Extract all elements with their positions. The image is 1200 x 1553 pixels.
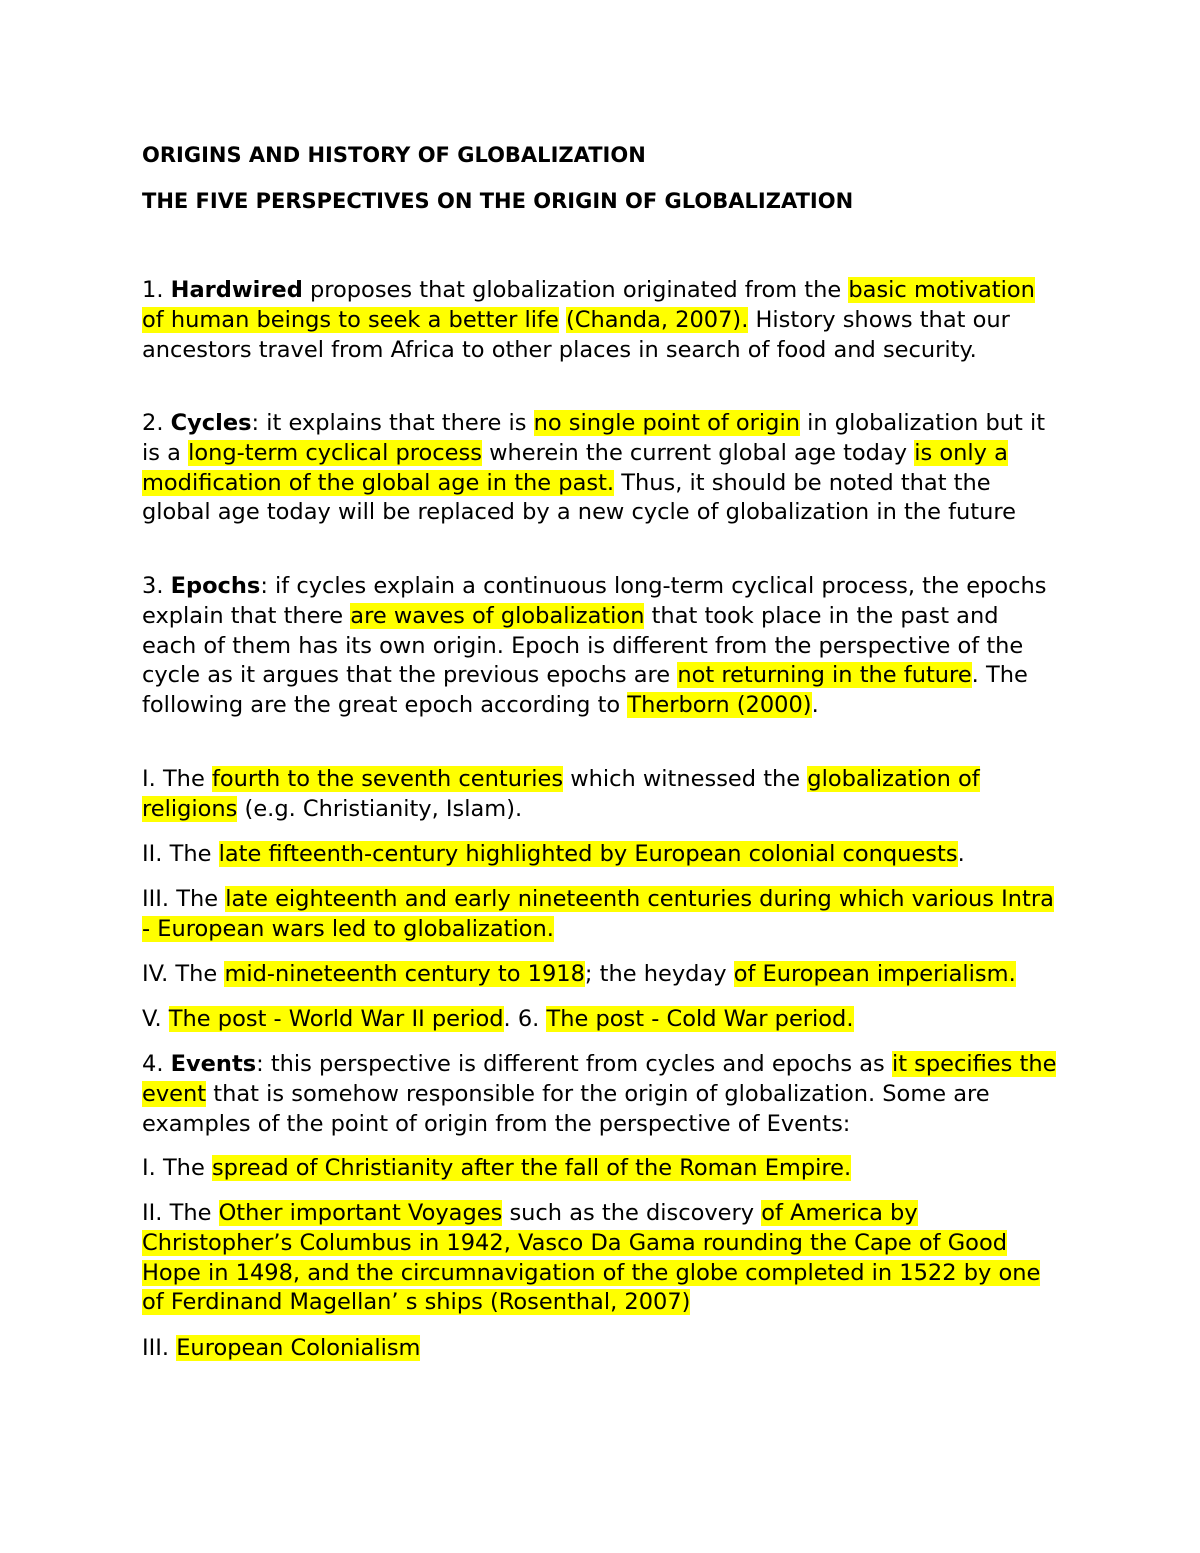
text-run: . The following are the great epoch according to (142, 662, 1028, 719)
text-run: 2. (142, 410, 171, 436)
text-run: V. (142, 1006, 169, 1032)
text-run: (e.g. Christianity, Islam). (237, 795, 523, 822)
highlighted-text: of European imperialism. (733, 961, 1016, 987)
highlighted-text: basic motivation of human beings to seek a better life (142, 277, 1035, 333)
paragraph-cycles (142, 409, 1057, 528)
document-subtitle: THE FIVE PERSPECTIVES ON THE ORIGIN OF GLOBALIZATION (142, 189, 854, 213)
text-run: . (811, 692, 819, 719)
text-run (559, 307, 566, 333)
highlighted-text: European Colonialism (176, 1335, 421, 1361)
epoch-item-2 (142, 840, 1057, 870)
text-run: ; the heyday (584, 961, 734, 987)
text-run: 3. (142, 573, 171, 599)
epoch-item-3 (142, 885, 1057, 945)
highlighted-text: globalization of religions (142, 766, 980, 822)
text-run: 4. (142, 1051, 171, 1077)
document-title: ORIGINS AND HISTORY OF GLOBALIZATION (142, 143, 646, 167)
perspective-term: Cycles (170, 410, 252, 436)
text-run: III. The (142, 886, 226, 912)
text-run: History shows that our ancestors travel from Africa to other places in search of food and security. (142, 306, 1010, 363)
text-run: : this perspective is different from cycles and epochs as (256, 1051, 892, 1077)
highlighted-text: mid-nineteenth century to 1918 (224, 961, 585, 987)
text-run: that took place in the past and each of them has its own origin. Epoch is different from the perspective of the cycle as it argues that the previous epochs are (142, 602, 1024, 689)
text-run: Thus, it should be noted that the global age today will be replaced by a new cycle of globalization in the future (142, 469, 1016, 526)
perspective-term: Hardwired (170, 277, 303, 303)
text-run: such as the discovery (502, 1200, 762, 1226)
paragraph-events (142, 1050, 1057, 1139)
highlighted-text: long-term cyclical process (188, 439, 482, 466)
text-run: which witnessed the (563, 766, 808, 792)
highlighted-text: is only a modification of the global age in the past. (142, 439, 1008, 496)
text-run: I. The (142, 1155, 212, 1181)
highlighted-text: of America by Christopher’s Columbus in 1942, Vasco Da Gama rounding the Cape of Good Hope in 1498, and the circumnavigation of the globe completed in 1522 by one of Ferdinand Magellan’ s ships (Rosenthal, 2007) (142, 1200, 1041, 1316)
text-run: . 6. (503, 1006, 547, 1032)
highlighted-text: no single point of origin (533, 410, 800, 436)
text-run: that is somehow responsible for the origin of globalization. Some are examples of the point of origin from the perspective of Events: (142, 1080, 990, 1137)
text-run: I. The (142, 766, 212, 792)
text-run: in globalization but it is a (142, 410, 1046, 466)
event-item-3 (142, 1334, 1057, 1364)
text-run: II. The (142, 1200, 219, 1226)
highlighted-text: The post - World War II period (168, 1006, 504, 1032)
text-run: II. The (142, 841, 219, 867)
highlighted-text: it specifies the event (142, 1051, 1057, 1107)
highlighted-text: fourth to the seventh centuries (211, 766, 564, 792)
highlighted-text: (Chanda, 2007). (565, 306, 749, 333)
event-item-2 (142, 1199, 1057, 1318)
highlighted-text: late fifteenth-century highlighted by European colonial conquests (218, 841, 958, 867)
text-run: proposes that globalization originated from the (302, 277, 849, 303)
highlighted-text: The post - Cold War period. (546, 1006, 854, 1032)
highlighted-text: are waves of globalization (350, 602, 645, 629)
epoch-item-4 (142, 960, 1057, 990)
perspective-term: Events (170, 1051, 257, 1077)
text-run: 1. (142, 277, 171, 303)
epoch-item-1 (142, 765, 1057, 825)
highlighted-text: Other important Voyages (218, 1200, 503, 1226)
highlighted-text: Therborn (2000) (627, 692, 812, 719)
epoch-item-5-6 (142, 1005, 1057, 1035)
text-run: : if cycles explain a continuous long-term cyclical process, the epochs explain that there (142, 573, 1047, 629)
highlighted-text: not returning in the future (677, 662, 972, 689)
text-run: : it explains that there is (251, 410, 534, 436)
perspective-term: Epochs (170, 573, 261, 599)
text-run: wherein the current global age today (481, 439, 915, 466)
highlighted-text: late eighteenth and early nineteenth centuries during which various Intra - European wars led to globalization. (142, 886, 1054, 942)
event-item-1 (142, 1154, 1057, 1184)
text-run: III. (142, 1335, 177, 1361)
paragraph-hardwired (142, 276, 1057, 365)
highlighted-text: spread of Christianity after the fall of the Roman Empire. (211, 1155, 852, 1181)
paragraph-epochs (142, 572, 1057, 721)
text-run: IV. The (142, 961, 225, 987)
text-run: . (957, 841, 965, 867)
